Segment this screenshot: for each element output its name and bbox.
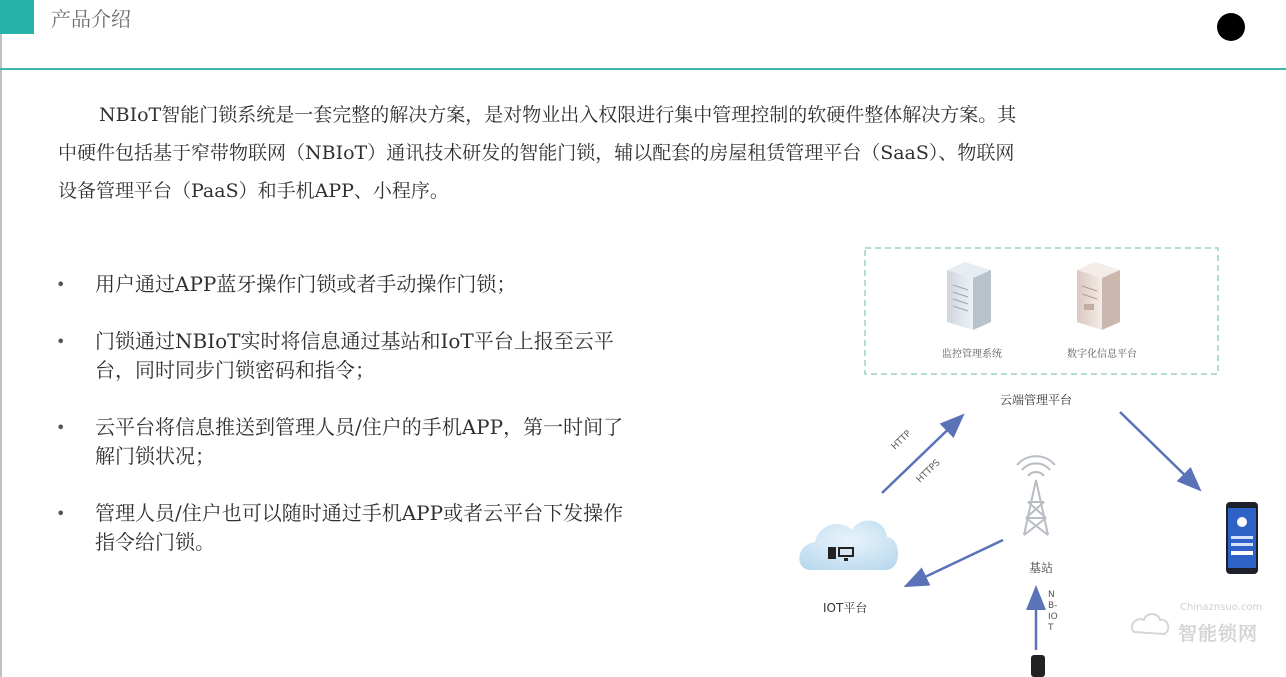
intro-paragraph: NBIoT智能门锁系统是一套完整的解决方案，是对物业出入权限进行集中管理控制的软硬件整体解决方案。其中硬件包括基于窄带物联网（NBIoT）通讯技术研发的智能门锁，辅以配套的房屋租赁管理平台（SaaS）、物联网设备管理平台（PaaS）和手机APP、小程序。 [58, 104, 1017, 202]
list-item-text: 用户通过APP蓝牙操作门锁或者手动操作门锁； [95, 272, 517, 296]
list-item [56, 499, 656, 557]
http-label: HTTP [890, 428, 914, 453]
slide-left-border [0, 34, 2, 677]
smartphone-icon [1226, 502, 1258, 574]
bullet-icon: • [56, 504, 66, 523]
list-item-text: 管理人员/住户也可以随时通过手机APP或者云平台下发操作指令给门锁。 [95, 501, 624, 554]
watermark-brand: 智能锁网 [1178, 623, 1259, 645]
feature-list [56, 270, 656, 585]
list-item [56, 327, 656, 385]
nbiot-label: NB-IOT [1048, 590, 1058, 633]
watermark-domain: Chinaznsuo.com [1180, 602, 1263, 613]
smart-lock-icon [1031, 655, 1045, 677]
station-to-iot-arrow [908, 540, 1003, 585]
digital-platform-server-icon [1077, 262, 1120, 330]
iot-platform-label: IOT平台 [823, 601, 868, 615]
list-item [56, 413, 656, 471]
bullet-icon: • [56, 332, 66, 351]
cloud-to-phone-arrow [1120, 412, 1198, 488]
list-item-text: 云平台将信息推送到管理人员/住户的手机APP，第一时间了解门锁状况； [95, 415, 624, 468]
cloud-platform-label: 云端管理平台 [1000, 393, 1073, 407]
monitor-system-label: 监控管理系统 [942, 349, 1002, 360]
list-item [56, 270, 656, 299]
header-dot-icon [1217, 13, 1245, 41]
header-accent-block [0, 0, 34, 34]
base-station-tower-icon [1017, 456, 1055, 535]
digital-platform-label: 数字化信息平台 [1067, 349, 1137, 360]
base-station-label: 基站 [1029, 561, 1054, 575]
page-title: 产品介绍 [51, 7, 131, 31]
iot-cloud-icon [799, 520, 898, 570]
bullet-icon: • [56, 418, 66, 437]
header-divider [0, 68, 1286, 70]
monitor-server-icon [947, 262, 991, 330]
list-item-text: 门锁通过NBIoT实时将信息通过基站和IoT平台上报至云平台，同时同步门锁密码和指令； [95, 329, 614, 382]
cloud-platform-box [865, 248, 1218, 374]
https-label: HTTPS [915, 458, 943, 486]
bullet-icon: • [56, 275, 66, 294]
